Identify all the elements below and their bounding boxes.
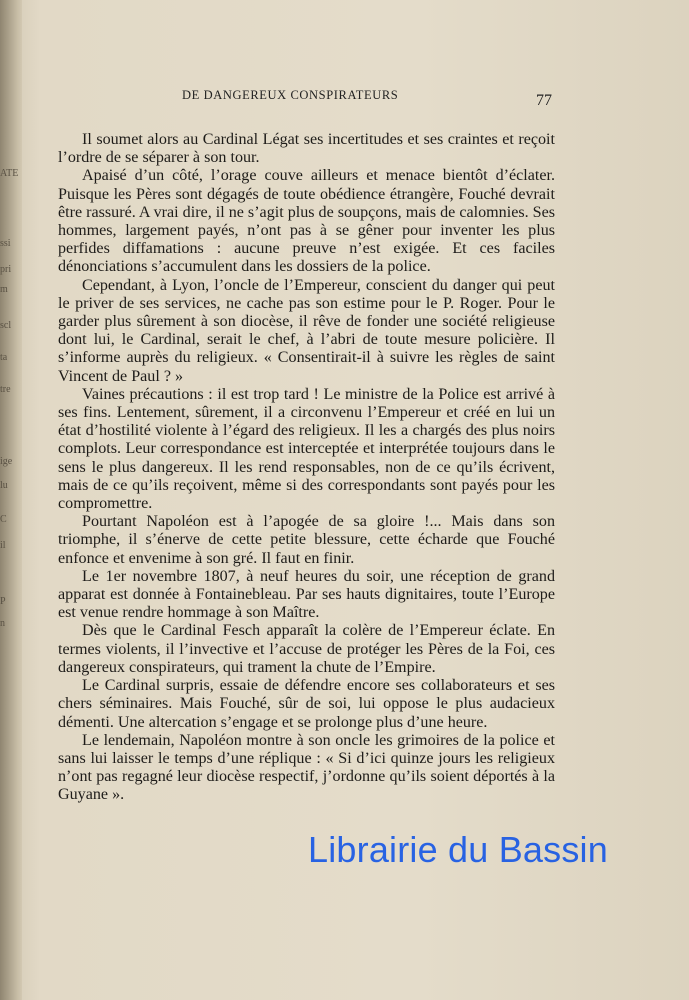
margin-fragment: ige bbox=[0, 456, 13, 467]
facing-page-edge bbox=[0, 0, 22, 1000]
margin-fragment: n bbox=[0, 618, 5, 629]
margin-fragment: ssi bbox=[0, 238, 11, 249]
body-text bbox=[58, 131, 555, 805]
paragraph: Il soumet alors au Cardinal Légat ses incertitudes et ses craintes et reçoit l’ordre de se séparer à son tour. bbox=[58, 131, 555, 167]
margin-fragment: tre bbox=[0, 384, 11, 395]
margin-fragment: ta bbox=[0, 352, 8, 363]
paragraph: Le 1er novembre 1807, à neuf heures du soir, une réception de grand apparat est donnée à Fontainebleau. Par ses hauts dignitaires, toute l’Europe est venue rendre hommage à son Maître. bbox=[58, 567, 555, 622]
paragraph: Cependant, à Lyon, l’oncle de l’Empereur, conscient du danger qui peut le priver de ses services, ne cache pas son estime pour le P. Roger. Pour le garder plus sûrement à son diocèse, il rêve de fonder une société religieuse dont lui, le Cardinal, serait le chef, à l’abri de toute mesure policière. Il s’informe auprès du religieux. « Consentirait-il à suivre les règles de saint Vincent de Paul ? » bbox=[58, 276, 555, 385]
paragraph: Le Cardinal surpris, essaie de défendre encore ses collaborateurs et ses chers séminaires. Mais Fouché, sûr de soi, lui oppose le plus audacieux démenti. Une altercation s’engage et se prolonge plus d’une heure. bbox=[58, 677, 555, 731]
margin-fragment: ATE bbox=[0, 168, 19, 179]
margin-fragment: P bbox=[0, 596, 6, 607]
margin-fragment: lu bbox=[0, 480, 8, 491]
margin-fragment: il bbox=[0, 540, 6, 551]
margin-fragment: pri bbox=[0, 264, 12, 275]
running-head: DE DANGEREUX CONSPIRATEURS bbox=[182, 88, 399, 102]
paragraph: Vaines précautions : il est trop tard ! Le ministre de la Police est arrivé à ses fins. Lentement, sûrement, il a circonvenu l’Empereur et créé en lui un état d’hostilité violente à l’égard des religieux. Il les a chargés des plus noirs complots. Leur correspondance est interceptée et interprétée toujours dans le sens le plus dangereux. Il les rend responsables, non de ce qu’ils écrivent, mais de ce qu’ils reçoivent, même si des correspondants sont payés pour les compromettre. bbox=[58, 385, 555, 513]
paragraph: Apaisé d’un côté, l’orage couve ailleurs et menace bientôt d’éclater. Puisque les Pères sont dégagés de toute obédience étrangère, Fouché devrait être rassuré. A vrai dire, il ne s’agit plus de soupçons, mais de calomnies. Ses hommes, largement payés, n’ont pas à se gêner pour inventer les plus perfides diffamations : aucune preuve n’est exigée. Et ces faciles dénonciations s’accumulent dans les dossiers de la police. bbox=[58, 167, 556, 276]
paragraph: Le lendemain, Napoléon montre à son oncle les grimoires de la police et sans lui laisser le temps d’une réplique : « Si d’ici quinze jours les religieux n’ont pas regagné leur diocèse respectif, j’ordonne qu’ils soient déportés à la Guyane ». bbox=[58, 731, 555, 804]
margin-fragment: C bbox=[0, 514, 7, 525]
page-number: 77 bbox=[536, 92, 552, 109]
margin-fragment: scl bbox=[0, 320, 12, 331]
paragraph: Dès que le Cardinal Fesch apparaît la colère de l’Empereur éclate. En termes violents, il l’invective et l’accuse de protéger les Pères de la Foi, ces dangereux conspirateurs, qui trament la chute de l’Empire. bbox=[58, 622, 555, 676]
margin-fragment: m bbox=[0, 284, 8, 295]
watermark: Librairie du Bassin bbox=[308, 829, 608, 870]
paragraph: Pourtant Napoléon est à l’apogée de sa gloire !... Mais dans son triomphe, il s’énerve de cette petite blessure, cette écharde que Fouché enfonce et envenime à son gré. Il faut en finir. bbox=[58, 513, 555, 567]
